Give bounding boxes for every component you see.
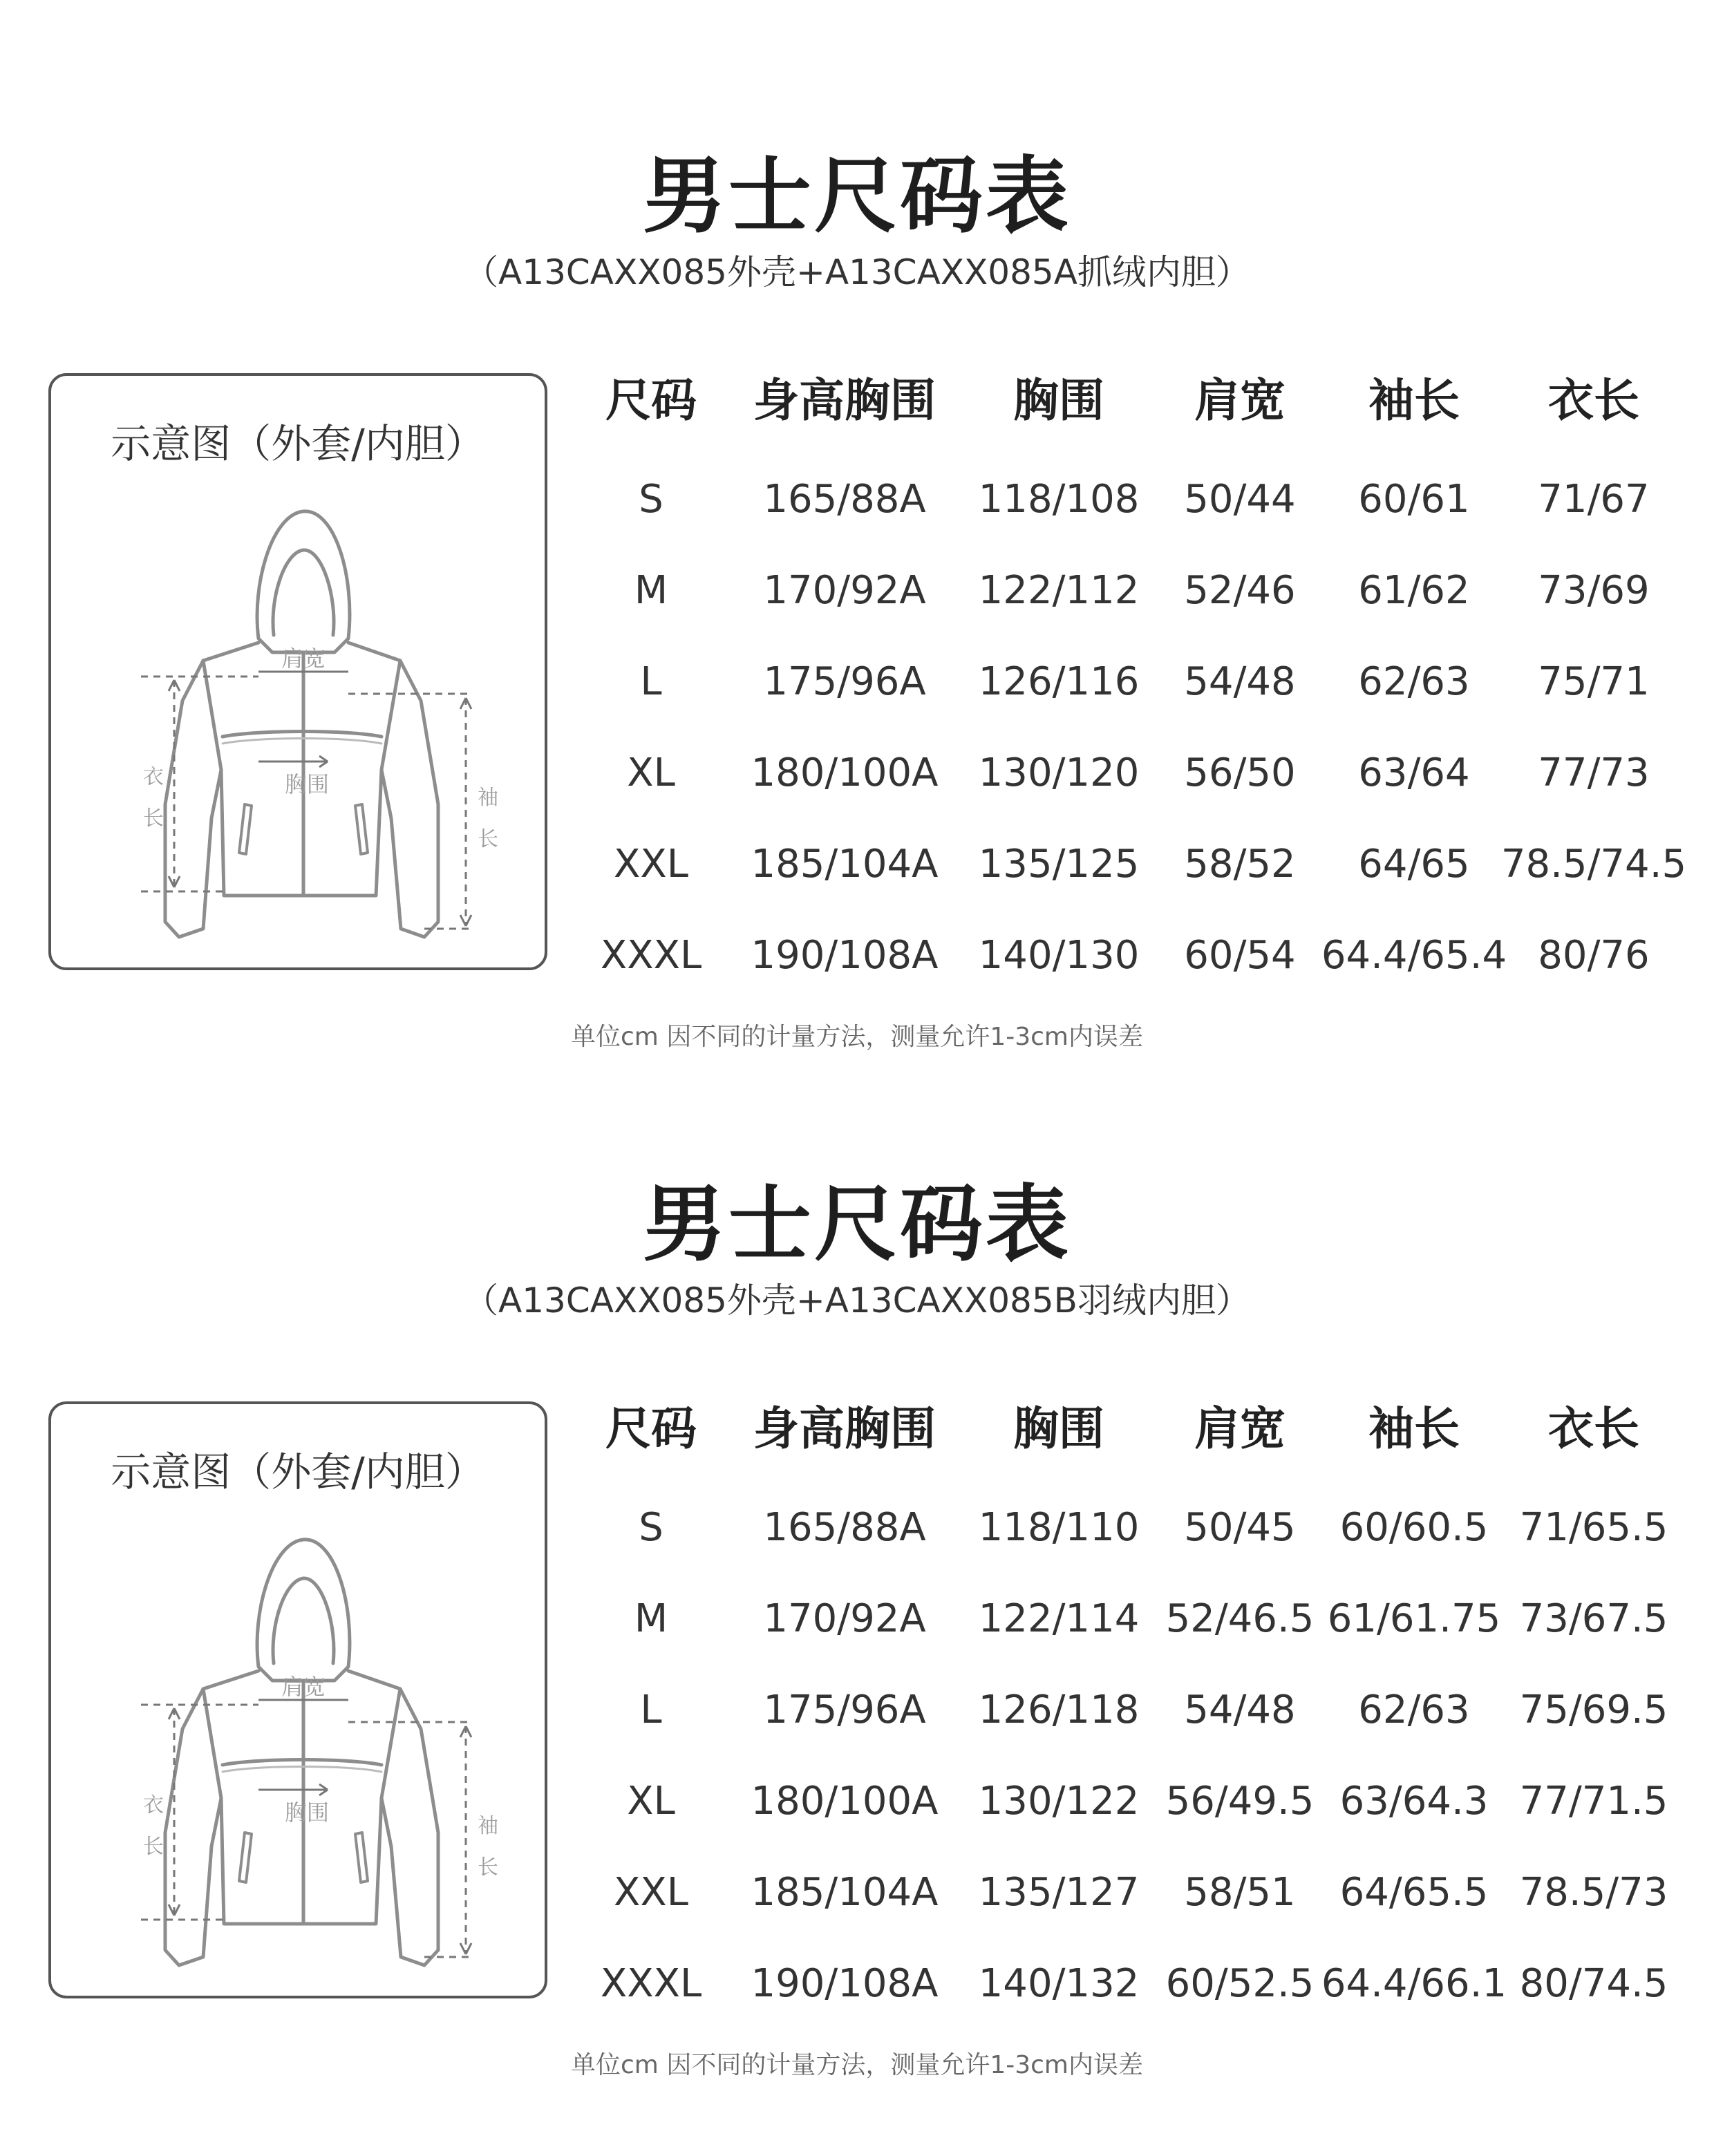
table-cell: 80/74.5 — [1519, 1961, 1668, 2006]
table-cell: 175/96A — [763, 1687, 926, 1732]
jacket-hood-inner — [273, 1578, 334, 1663]
sleeve-measure-line — [348, 694, 473, 929]
table-cell: 52/46 — [1184, 568, 1296, 613]
size-chart-title: 男士尺码表 — [643, 149, 1071, 245]
table-cell: 185/104A — [751, 1870, 939, 1915]
table-cell: 78.5/73 — [1519, 1870, 1668, 1915]
size-label: M — [634, 568, 668, 613]
column-header: 衣长 — [1548, 1402, 1639, 1455]
table-cell: 61/61.75 — [1327, 1596, 1501, 1641]
size-label: XXXL — [600, 1961, 702, 2006]
table-cell: 78.5/74.5 — [1500, 842, 1687, 887]
table-cell: 175/96A — [763, 659, 926, 704]
table-cell: 80/76 — [1538, 933, 1650, 978]
size-label: S — [639, 1505, 663, 1550]
diagram-label-chest: 胸围 — [284, 771, 330, 797]
table-cell: 64.4/66.1 — [1321, 1961, 1507, 2006]
table-cell: 140/132 — [978, 1961, 1140, 2006]
diagram-label-length-1: 衣 — [143, 1793, 164, 1817]
size-chart-title: 男士尺码表 — [643, 1177, 1071, 1273]
table-cell: 62/63 — [1358, 659, 1470, 704]
column-header: 尺码 — [605, 374, 697, 427]
table-cell: 126/116 — [978, 659, 1140, 704]
jacket-illustration — [51, 376, 545, 967]
column-header: 肩宽 — [1194, 1402, 1286, 1455]
table-cell: 54/48 — [1184, 659, 1296, 704]
table-cell: 63/64.3 — [1339, 1779, 1489, 1824]
table-cell: 130/120 — [978, 750, 1140, 795]
table-cell: 71/67 — [1538, 477, 1650, 522]
size-label: XL — [627, 1779, 675, 1824]
table-cell: 56/49.5 — [1165, 1779, 1315, 1824]
table-cell: 64/65.5 — [1339, 1870, 1489, 1915]
size-label: XXXL — [600, 933, 702, 978]
size-chart-subtitle: （A13CAXX085外壳+A13CAXX085B羽绒内胆） — [464, 1280, 1250, 1321]
table-cell: 180/100A — [751, 750, 939, 795]
size-label: XL — [627, 750, 675, 795]
table-cell: 77/71.5 — [1519, 1779, 1668, 1824]
table-cell: 58/52 — [1184, 842, 1296, 887]
diagram-label-shoulder: 肩宽 — [281, 1674, 326, 1700]
table-cell: 60/60.5 — [1339, 1505, 1489, 1550]
table-cell: 122/112 — [978, 568, 1140, 613]
diagram-title: 示意图（外套/内胆） — [111, 420, 485, 467]
column-header: 胸围 — [1013, 1402, 1104, 1455]
column-header: 衣长 — [1548, 374, 1639, 427]
jacket-pocket-left — [239, 804, 252, 854]
table-cell: 50/44 — [1184, 477, 1296, 522]
table-cell: 75/71 — [1538, 659, 1650, 704]
jacket-hood-inner — [273, 550, 334, 635]
table-cell: 63/64 — [1358, 750, 1470, 795]
table-cell: 58/51 — [1184, 1870, 1296, 1915]
column-header: 袖长 — [1368, 374, 1460, 427]
table-cell: 135/127 — [978, 1870, 1140, 1915]
diagram-label-length-2: 长 — [143, 1835, 164, 1859]
jacket-illustration — [51, 1404, 545, 1996]
diagram-label-sleeve-1: 袖 — [478, 1814, 498, 1838]
jacket-pocket-left — [239, 1833, 252, 1882]
diagram-label-chest: 胸围 — [284, 1799, 330, 1826]
table-cell: 165/88A — [763, 1505, 926, 1550]
table-cell: 52/46.5 — [1165, 1596, 1315, 1641]
diagram-label-sleeve-2: 长 — [478, 827, 498, 851]
diagram-label-sleeve-2: 长 — [478, 1855, 498, 1880]
table-cell: 190/108A — [751, 933, 939, 978]
size-chart-section — [0, 0, 1714, 1051]
table-cell: 118/108 — [978, 477, 1140, 522]
table-cell: 62/63 — [1358, 1687, 1470, 1732]
table-cell: 135/125 — [978, 842, 1140, 887]
table-cell: 170/92A — [763, 1596, 926, 1641]
jacket-sleeve-seam-right — [382, 661, 400, 770]
chest-measure-line — [258, 756, 328, 767]
column-header: 身高胸围 — [753, 1402, 936, 1455]
table-cell: 140/130 — [978, 933, 1140, 978]
table-cell: 185/104A — [751, 842, 939, 887]
column-header: 身高胸围 — [753, 374, 936, 427]
diagram-label-length-2: 长 — [143, 806, 164, 831]
size-label: S — [639, 477, 663, 522]
table-cell: 180/100A — [751, 1779, 939, 1824]
size-label: XXL — [614, 842, 688, 887]
table-cell: 60/54 — [1184, 933, 1296, 978]
size-label: M — [634, 1596, 668, 1641]
diagram-title: 示意图（外套/内胆） — [111, 1448, 485, 1495]
chest-measure-line — [258, 1784, 328, 1795]
table-cell: 61/62 — [1358, 568, 1470, 613]
measurement-note: 单位cm 因不同的计量方法，测量允许1-3cm内误差 — [571, 2051, 1143, 2079]
table-cell: 126/118 — [978, 1687, 1140, 1732]
table-cell: 73/67.5 — [1519, 1596, 1668, 1641]
size-chart-subtitle: （A13CAXX085外壳+A13CAXX085A抓绒内胆） — [464, 252, 1250, 292]
table-cell: 54/48 — [1184, 1687, 1296, 1732]
sleeve-measure-line — [348, 1722, 473, 1957]
table-cell: 122/114 — [978, 1596, 1140, 1641]
column-header: 胸围 — [1013, 374, 1104, 427]
table-cell: 60/52.5 — [1165, 1961, 1315, 2006]
jacket-pocket-right — [355, 1833, 368, 1882]
column-header: 袖长 — [1368, 1402, 1460, 1455]
table-cell: 170/92A — [763, 568, 926, 613]
size-chart-section — [0, 1028, 1714, 2079]
table-cell: 50/45 — [1184, 1505, 1296, 1550]
table-cell: 75/69.5 — [1519, 1687, 1668, 1732]
column-header: 尺码 — [605, 1402, 697, 1455]
jacket-sleeve-seam-right — [382, 1689, 400, 1798]
jacket-hood-outline — [257, 511, 350, 652]
table-cell: 118/110 — [978, 1505, 1140, 1550]
jacket-hood-outline — [257, 1540, 350, 1681]
table-cell: 130/122 — [978, 1779, 1140, 1824]
table-cell: 73/69 — [1538, 568, 1650, 613]
diagram-label-length-1: 衣 — [143, 765, 164, 789]
table-cell: 56/50 — [1184, 750, 1296, 795]
table-cell: 165/88A — [763, 477, 926, 522]
measurement-note: 单位cm 因不同的计量方法，测量允许1-3cm内误差 — [571, 1023, 1143, 1051]
column-header: 肩宽 — [1194, 374, 1286, 427]
table-cell: 190/108A — [751, 1961, 939, 2006]
table-cell: 64.4/65.4 — [1321, 933, 1507, 978]
table-cell: 60/61 — [1358, 477, 1470, 522]
size-label: XXL — [614, 1870, 688, 1915]
size-label: L — [640, 1687, 662, 1732]
diagram-label-sleeve-1: 袖 — [478, 786, 498, 810]
jacket-diagram-panel — [48, 373, 547, 970]
table-cell: 64/65 — [1358, 842, 1470, 887]
jacket-pocket-right — [355, 804, 368, 854]
table-cell: 77/73 — [1538, 750, 1650, 795]
jacket-diagram-panel — [48, 1401, 547, 1998]
diagram-label-shoulder: 肩宽 — [281, 645, 326, 672]
size-label: L — [640, 659, 662, 704]
table-cell: 71/65.5 — [1519, 1505, 1668, 1550]
